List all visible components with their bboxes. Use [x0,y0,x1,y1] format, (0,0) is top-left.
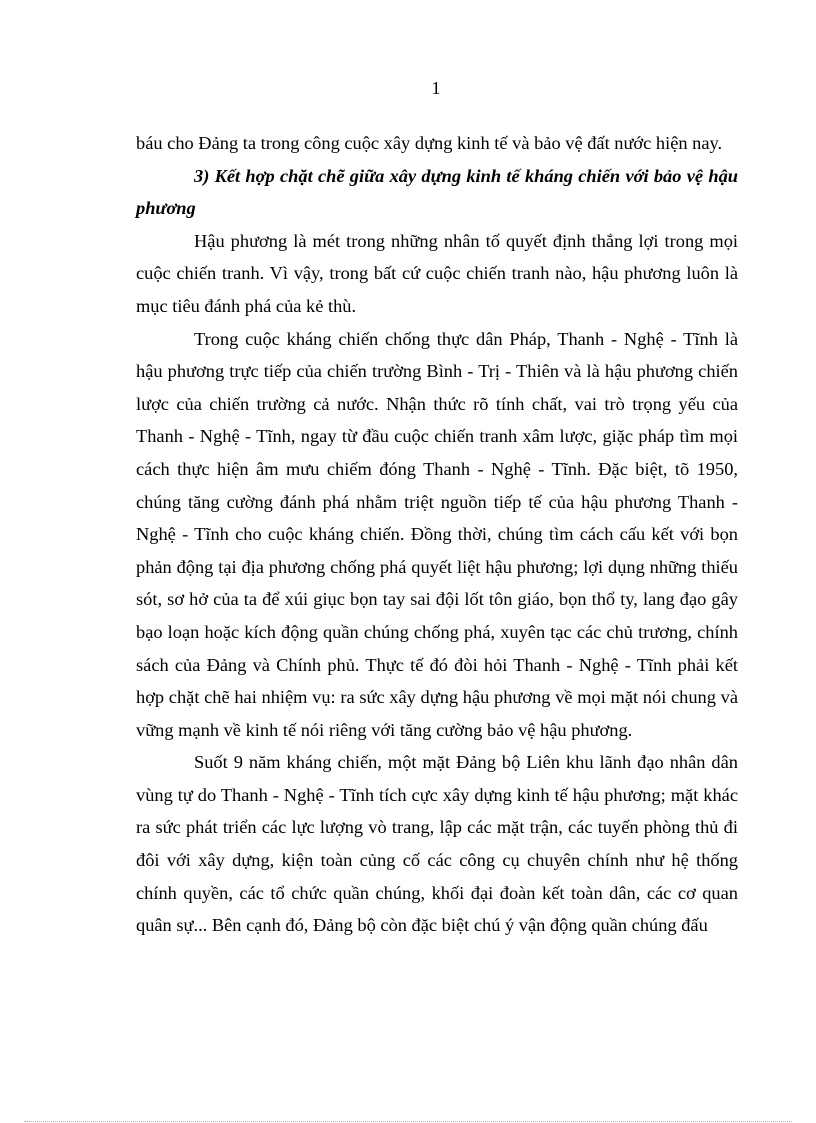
paragraph: Hậu phương là mét trong những nhân tố quyết định thắng lợi trong mọi cuộc chiến tranh. Vì vậy, trong bất cứ cuộc chiến tranh nào, hậu phương luôn là mục tiêu đánh phá của kẻ thù. [136,230,738,316]
document-body [136,127,738,942]
paragraph: Suốt 9 năm kháng chiến, một mặt Đảng bộ Liên khu lãnh đạo nhân dân vùng tự do Thanh - Nghệ - Tĩnh tích cực xây dựng kinh tế hậu phương; mặt khác ra sức phát triển các lực lượng vò trang, lập các mặt trận, các tuyến phòng thủ đi đôi với xây dựng, kiện toàn củng cố các công cụ chuyên chính như hệ thống chính quyền, các tổ chức quần chúng, khối đại đoàn kết toàn dân, các cơ quan quân sự... Bên cạnh đó, Đảng bộ còn đặc biệt chú ý vận động quần chúng đấu [136,752,738,936]
section-heading: 3) Kết hợp chặt chẽ giữa xây dựng kinh tế kháng chiến với bảo vệ hậu phương [136,165,738,219]
page-bottom-rule [24,1121,792,1122]
page-number: 1 [431,78,441,98]
paragraph-continuation: báu cho Đảng ta trong công cuộc xây dựng kinh tế và bảo vệ đất nước hiện nay. [136,133,723,153]
paragraph: Trong cuộc kháng chiến chống thực dân Pháp, Thanh - Nghệ - Tĩnh là hậu phương trực tiếp của chiến trường Bình - Trị - Thiên và là hậu phương chiến lược của chiến trường cả nước. Nhận thức rõ tính chất, vai trò trọng yếu của Thanh - Nghệ - Tĩnh, ngay từ đầu cuộc chiến tranh xâm lược, giặc pháp tìm mọi cách thực hiện âm mưu chiếm đóng Thanh - Nghệ - Tĩnh. Đặc biệt, tõ 1950, chúng tăng cường đánh phá nhằm triệt nguồn tiếp tế của hậu phương Thanh - Nghệ - Tĩnh cho cuộc kháng chiến. Đồng thời, chúng tìm cách cấu kết với bọn phản động tại địa phương chống phá quyết liệt hậu phương; lợi dụng những thiếu sót, sơ hở của ta để xúi giục bọn tay sai đội lốt tôn giáo, bọn thổ ty, lang đạo gây bạo loạn hoặc kích động quần chúng chống phá, xuyên tạc các chủ trương, chính sách của Đảng và Chính phủ. Thực tế đó đòi hỏi Thanh - Nghệ - Tĩnh phải kết hợp chặt chẽ hai nhiệm vụ: ra sức xây dựng hậu phương về mọi mặt nói chung và vững mạnh về kinh tế nói riêng với tăng cường bảo vệ hậu phương. [136,328,738,740]
